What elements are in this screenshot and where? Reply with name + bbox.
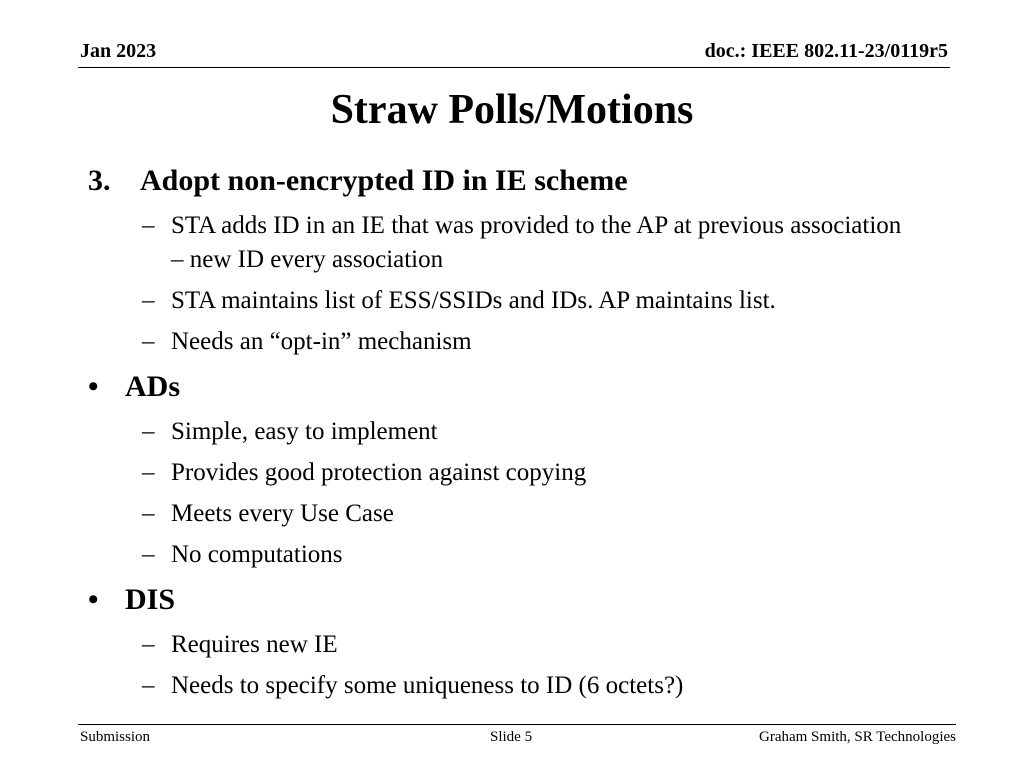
sub-bullet-text: Meets every Use Case xyxy=(171,500,394,527)
dash-marker: – xyxy=(142,287,155,314)
sub-bullet-text: No computations xyxy=(171,541,343,568)
list-item-heading: ADs xyxy=(125,370,181,403)
list-number: 3. xyxy=(88,164,111,197)
list-item-heading: DIS xyxy=(125,583,176,616)
dash-marker: – xyxy=(142,212,155,239)
footer-slide-number: Slide 5 xyxy=(490,729,533,745)
sub-bullet-text: Simple, easy to implement xyxy=(171,418,438,445)
dash-marker: – xyxy=(142,672,155,699)
slide-title: Straw Polls/Motions xyxy=(330,87,694,133)
footer-divider xyxy=(78,724,956,725)
sub-bullet-text: Requires new IE xyxy=(171,631,338,658)
footer-submission: Submission xyxy=(80,729,151,745)
list-item-heading: Adopt non-encrypted ID in IE scheme xyxy=(140,164,628,197)
dash-marker: – xyxy=(142,328,155,355)
sub-bullet-text: STA adds ID in an IE that was provided to the AP at previous association – new ID every association xyxy=(171,212,902,273)
dash-marker: – xyxy=(142,500,155,527)
bullet-marker: • xyxy=(88,583,99,616)
sub-bullet-text: Needs an “opt-in” mechanism xyxy=(171,328,472,355)
dash-marker: – xyxy=(142,418,155,445)
footer-author: Graham Smith, SR Technologies xyxy=(759,729,956,745)
dash-marker: – xyxy=(142,459,155,486)
sub-bullet-text: STA maintains list of ESS/SSIDs and IDs. AP maintains list. xyxy=(171,287,776,314)
bullet-marker: • xyxy=(88,370,99,403)
header-date: Jan 2023 xyxy=(80,40,157,62)
dash-marker: – xyxy=(142,631,155,658)
dash-marker: – xyxy=(142,541,155,568)
sub-bullet-text: Provides good protection against copying xyxy=(171,459,587,486)
header-doc-id: doc.: IEEE 802.11-23/0119r5 xyxy=(704,40,948,62)
sub-bullet-text: Needs to specify some uniqueness to ID (6 octets?) xyxy=(171,672,684,699)
